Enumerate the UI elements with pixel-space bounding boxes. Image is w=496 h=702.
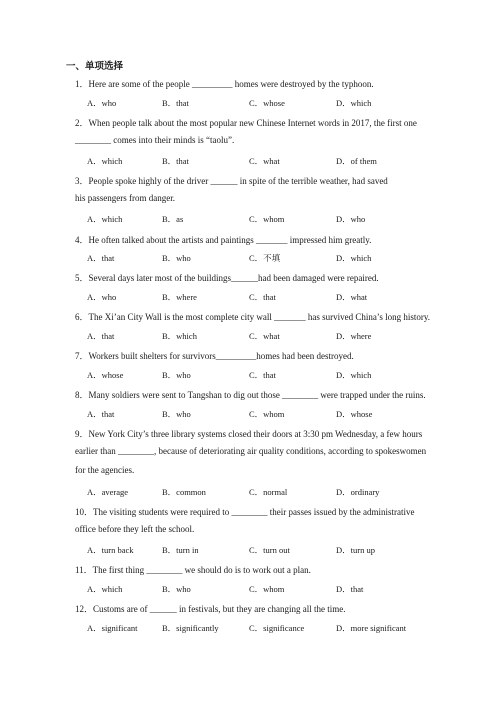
- question-2-option-a: A．which: [87, 156, 123, 166]
- question-5-option-d: D．what: [336, 292, 368, 302]
- question-7-text: 7．Workers built shelters for survivors_________homes had been destroyed.: [75, 351, 354, 361]
- question-4-option-a: A．that: [87, 253, 115, 263]
- question-9-text-line-2: earlier than ________, because of deteriorating air quality conditions, according to spokeswomen: [75, 446, 427, 456]
- question-11-option-c: C．whom: [249, 584, 285, 594]
- question-6-option-b: B．which: [162, 331, 197, 341]
- question-3-option-d: D．who: [336, 214, 366, 224]
- question-3-option-b: B．as: [162, 214, 184, 224]
- question-4-option-b: B．who: [162, 253, 191, 263]
- question-9-text-line-3: for the agencies.: [75, 465, 135, 475]
- question-12-option-c: C．significance: [249, 623, 305, 633]
- question-3-text-line-2: his passengers from danger.: [75, 193, 175, 203]
- question-10-option-b: B．turn in: [162, 545, 199, 555]
- question-4-text: 4．He often talked about the artists and paintings _______ impressed him greatly.: [75, 235, 372, 245]
- question-9-option-a: A．average: [87, 487, 129, 497]
- question-7-option-b: B．who: [162, 370, 191, 380]
- question-5-option-b: B．where: [162, 292, 197, 302]
- question-8-option-d: D．whose: [336, 409, 373, 419]
- question-10-option-d: D．turn up: [336, 545, 375, 555]
- question-12-option-b: B．significantly: [162, 623, 219, 633]
- section-title: 一、单项选择: [66, 61, 124, 72]
- question-10-option-c: C．turn out: [249, 545, 290, 555]
- question-8-text: 8．Many soldiers were sent to Tangshan to dig out those ________ were trapped under the ruins.: [75, 390, 426, 400]
- question-1-option-c: C．whose: [249, 98, 285, 108]
- question-1-option-d: D．which: [336, 98, 372, 108]
- question-6-option-d: D．where: [336, 331, 372, 341]
- question-12-option-d: D．more significant: [336, 623, 407, 633]
- question-11-option-d: D．that: [336, 584, 364, 594]
- question-2-option-c: C．what: [249, 156, 280, 166]
- question-11-option-a: A．which: [87, 584, 123, 594]
- question-12-text: 12．Customs are of ______ in festivals, but they are changing all the time.: [75, 604, 346, 614]
- question-9-option-d: D．ordinary: [336, 487, 380, 497]
- question-2-text-line-2: ________ comes into their minds is “taolu”.: [75, 135, 235, 145]
- question-3-option-a: A．which: [87, 214, 123, 224]
- question-1-option-a: A．who: [87, 98, 117, 108]
- question-10-text-line-2: office before they left the school.: [75, 524, 195, 534]
- question-2-option-b: B．that: [162, 156, 189, 166]
- question-2-option-d: D．of them: [336, 156, 377, 166]
- question-9-option-c: C．normal: [249, 487, 288, 497]
- question-6-option-a: A．that: [87, 331, 115, 341]
- question-6-option-c: C．what: [249, 331, 280, 341]
- question-1-option-b: B．that: [162, 98, 189, 108]
- question-5-text: 5．Several days later most of the buildings______had been damaged were repaired.: [75, 273, 379, 283]
- question-12-option-a: A．significant: [87, 623, 138, 633]
- question-8-option-c: C．whom: [249, 409, 285, 419]
- question-9-option-b: B．common: [162, 487, 206, 497]
- question-7-option-a: A．whose: [87, 370, 124, 380]
- question-3-text-line-1: 3．People spoke highly of the driver ______ in spite of the terrible weather, had saved: [75, 176, 388, 186]
- question-4-option-c: C．不填: [249, 253, 281, 263]
- question-5-option-a: A．who: [87, 292, 117, 302]
- question-4-option-d: D．which: [336, 253, 372, 263]
- question-8-option-b: B．who: [162, 409, 191, 419]
- question-7-option-c: C．that: [249, 370, 276, 380]
- question-5-option-c: C．that: [249, 292, 276, 302]
- question-2-text-line-1: 2．When people talk about the most popular new Chinese Internet words in 2017, the first one: [75, 118, 417, 128]
- question-8-option-a: A．that: [87, 409, 115, 419]
- question-6-text: 6．The Xi’an City Wall is the most complete city wall _______ has survived China’s long history.: [75, 312, 430, 322]
- question-7-option-d: D．which: [336, 370, 372, 380]
- question-10-option-a: A．turn back: [87, 545, 134, 555]
- question-11-option-b: B．who: [162, 584, 191, 594]
- question-3-option-c: C．whom: [249, 214, 285, 224]
- question-1-text: 1．Here are some of the people _________ homes were destroyed by the typhoon.: [75, 79, 374, 89]
- question-9-text-line-1: 9．New York City’s three library systems closed their doors at 3:30 pm Wednesday, a few hours: [75, 429, 423, 439]
- question-11-text: 11．The first thing ________ we should do is to work out a plan.: [75, 565, 311, 575]
- question-10-text-line-1: 10．The visiting students were required to ________ their passes issued by the administrative: [75, 507, 415, 517]
